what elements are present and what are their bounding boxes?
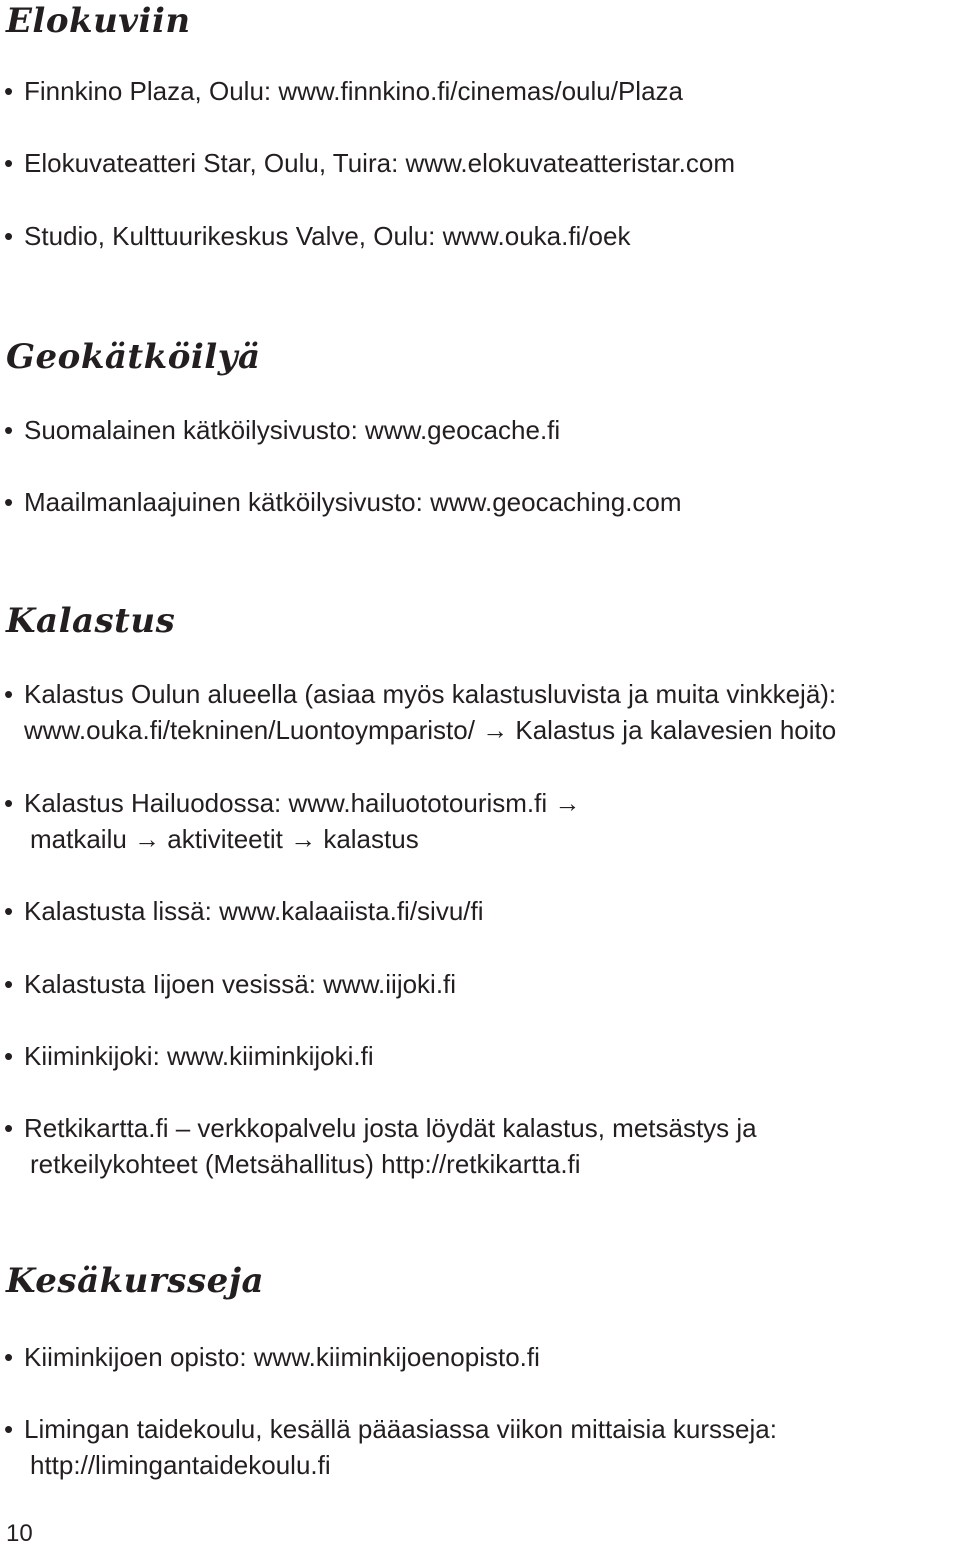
- list-item-text: Retkikartta.fi – verkkopalvelu josta löydät kalastus, metsästys ja: [24, 1113, 757, 1143]
- bullet-icon: •: [4, 221, 14, 251]
- section-heading-kesakursseja: Kesäkursseja: [6, 1261, 265, 1301]
- list-item-text: Kalastusta lissä: www.kalaaiista.fi/sivu/fi: [24, 896, 484, 926]
- list-item-text: Limingan taidekoulu, kesällä pääasiassa viikon mittaisia kursseja:: [24, 1414, 777, 1444]
- list-item: [0, 145, 956, 181]
- list-item: [0, 893, 956, 929]
- list-item: [0, 1110, 956, 1182]
- list-item-text-continued: retkeilykohteet (Metsähallitus) http://retkikartta.fi: [30, 1149, 581, 1179]
- list-item-text: Finnkino Plaza, Oulu: www.finnkino.fi/cinemas/oulu/Plaza: [24, 76, 683, 106]
- bullet-icon: •: [4, 1414, 14, 1444]
- section-heading-geokatkoilya: Geokätköilyä: [6, 337, 261, 377]
- list-item: [0, 73, 956, 109]
- bullet-icon: •: [4, 896, 14, 926]
- list-item-text: Kiiminkijoen opisto: www.kiiminkijoenopisto.fi: [24, 1342, 540, 1372]
- bullet-icon: •: [4, 788, 14, 818]
- bullet-icon: •: [4, 487, 14, 517]
- list-item: [0, 785, 956, 857]
- list-item-text: Studio, Kulttuurikeskus Valve, Oulu: www.ouka.fi/oek: [24, 221, 631, 251]
- list-item-text: Kiiminkijoki: www.kiiminkijoki.fi: [24, 1041, 374, 1071]
- section-heading-elokuviin: Elokuviin: [6, 1, 191, 41]
- bullet-icon: •: [4, 679, 14, 709]
- bullet-icon: •: [4, 148, 14, 178]
- list-item: [0, 484, 956, 520]
- list-item-text-continued: http://limingantaidekoulu.fi: [30, 1450, 331, 1480]
- list-item: [0, 966, 956, 1002]
- bullet-icon: •: [4, 76, 14, 106]
- list-item-text: Kalastus Oulun alueella (asiaa myös kalastusluvista ja muita vinkkejä):: [24, 679, 837, 709]
- list-item: [0, 1339, 956, 1375]
- list-item-text: Maailmanlaajuinen kätköilysivusto: www.geocaching.com: [24, 487, 682, 517]
- list-item-text-continued: www.ouka.fi/tekninen/Luontoymparisto/ → Kalastus ja kalavesien hoito: [24, 715, 837, 745]
- section-heading-kalastus: Kalastus: [6, 601, 176, 641]
- list-item: [0, 412, 956, 448]
- page-number: 10: [6, 1520, 33, 1547]
- list-item: [0, 676, 956, 748]
- bullet-icon: •: [4, 969, 14, 999]
- list-item-text: Kalastusta Iijoen vesissä: www.iijoki.fi: [24, 969, 457, 999]
- bullet-icon: •: [4, 1342, 14, 1372]
- bullet-icon: •: [4, 415, 14, 445]
- list-item: [0, 1411, 956, 1483]
- bullet-icon: •: [4, 1041, 14, 1071]
- list-item-text: Suomalainen kätköilysivusto: www.geocache.fi: [24, 415, 561, 445]
- list-item-text: Elokuvateatteri Star, Oulu, Tuira: www.elokuvateatteristar.com: [24, 148, 735, 178]
- list-item-text-continued: matkailu → aktiviteetit → kalastus: [30, 824, 419, 854]
- bullet-icon: •: [4, 1113, 14, 1143]
- list-item-text: Kalastus Hailuodossa: www.hailuototourism.fi →: [24, 788, 581, 818]
- list-item: [0, 1038, 956, 1074]
- list-item: [0, 218, 956, 254]
